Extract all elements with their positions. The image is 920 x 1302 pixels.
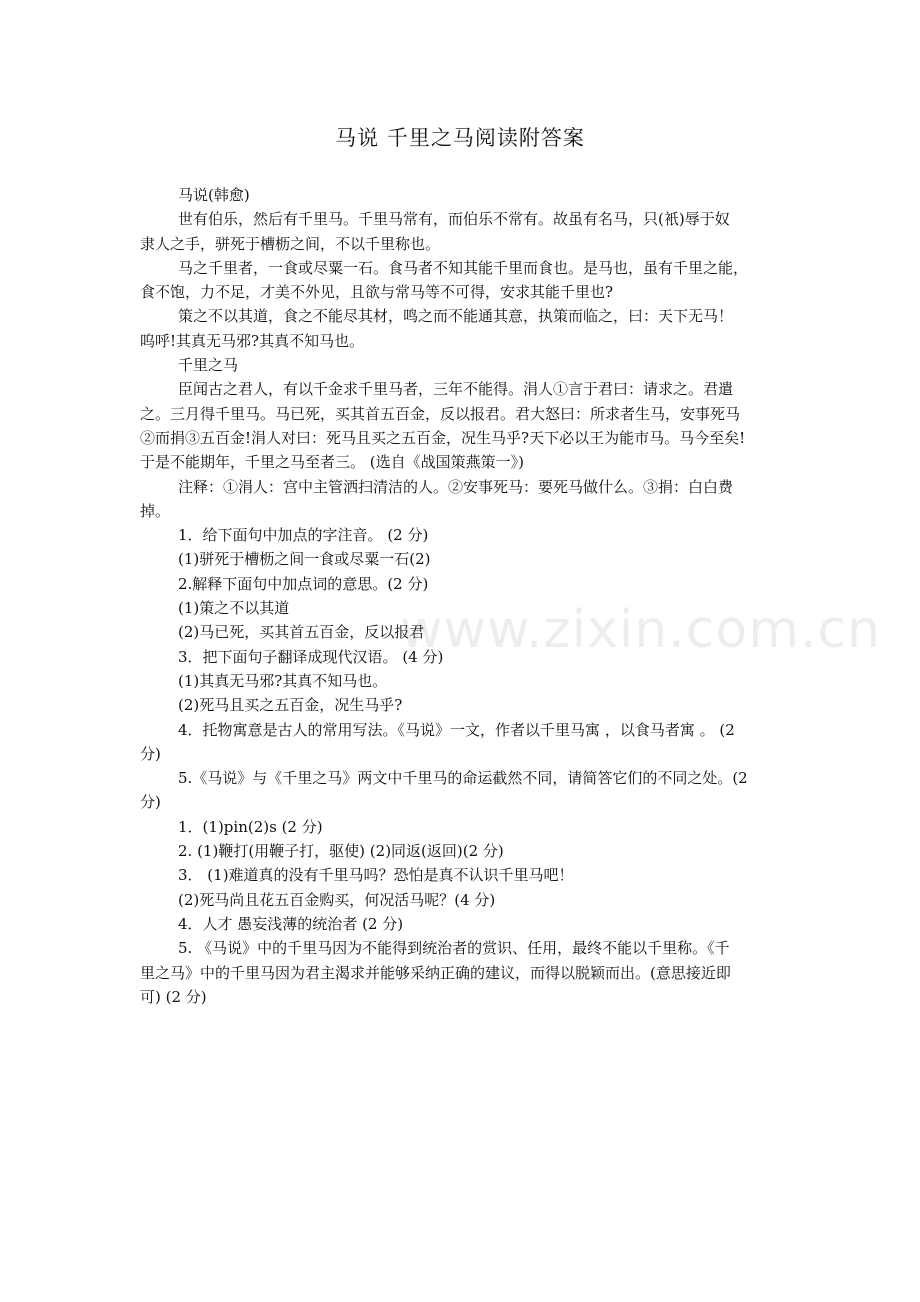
- text-line: (2)死马尚且花五百金购买，何况活马呢？(4 分): [178, 890, 496, 909]
- text-line: 千里之马: [178, 356, 239, 375]
- text-line: (1)策之不以其道: [178, 599, 290, 618]
- text-line: 1．给下面句中加点的字注音。 (2 分): [178, 526, 429, 545]
- text-line: 4．托物寓意是古人的常用写法。《马说》一文，作者以千里马寓 ，以食马者寓 。 (2: [178, 720, 735, 739]
- text-line: 可) (2 分): [140, 987, 207, 1006]
- text-line: 马之千里者，一食或尽粟一石。食马者不知其能千里而食也。是马也，虽有千里之能，: [178, 258, 749, 277]
- document-body: [140, 183, 790, 1009]
- text-line: ②而捐③五百金!涓人对曰：死马且买之五百金，况生马乎?天下必以王为能市马。马今至矣!: [140, 428, 746, 447]
- text-line: (2)死马且买之五百金，况生马乎?: [178, 696, 403, 715]
- text-line: 马说(韩愈): [178, 186, 250, 204]
- text-line: 掉。: [140, 501, 171, 520]
- text-line: (1)骈死于槽枥之间一食或尽粟一石(2): [178, 550, 431, 569]
- text-line: 3．把下面句子翻译成现代汉语。 (4 分): [178, 647, 444, 666]
- text-line: (2)马已死，买其首五百金，反以报君: [178, 623, 425, 642]
- text-line: 3． (1)难道真的没有千里马吗？恐怕是真不认识千里马吧！: [178, 866, 574, 885]
- text-line: 里之马》中的千里马因为君主渴求并能够采纳正确的建议，而得以脱颖而出。(意思接近即: [140, 963, 731, 982]
- text-line: 分): [140, 793, 161, 812]
- text-line: 于是不能期年，千里之马至者三。 (选自《战国策燕策一》): [140, 453, 524, 472]
- text-line: 世有伯乐，然后有千里马。千里马常有，而伯乐不常有。故虽有名马，只(衹)辱于奴: [178, 210, 730, 229]
- text-line: 1．(1)pin(2)s (2 分): [178, 817, 323, 836]
- text-line: (1)其真无马邪?其真不知马也。: [178, 671, 388, 690]
- document-title: 马说 千里之马阅读附答案: [335, 126, 585, 150]
- text-line: 分): [140, 744, 161, 763]
- text-line: 隶人之手，骈死于槽枥之间，不以千里称也。: [140, 234, 441, 253]
- text-line: 2.解释下面句中加点词的意思。(2 分): [178, 574, 429, 593]
- text-line: 5. 《马说》中的千里马因为不能得到统治者的赏识、任用，最终不能以千里称。《千: [178, 939, 730, 958]
- text-line: 食不饱，力不足，才美不外见，且欲与常马等不可得，安求其能千里也?: [140, 283, 614, 302]
- text-line: 臣闻古之君人，有以千金求千里马者，三年不能得。涓人①言于君曰：请求之。君遣: [178, 380, 734, 399]
- text-line: 策之不以其道，食之不能尽其材，鸣之而不能通其意，执策而临之，曰：天下无马！: [178, 307, 734, 326]
- text-line: 5.《马说》与《千里之马》两文中千里马的命运截然不同，请简答它们的不同之处。(2: [178, 769, 748, 788]
- text-line: 呜呼!其真无马邪?其真不知马也。: [140, 331, 365, 350]
- text-line: 2. (1)鞭打(用鞭子打，驱使) (2)同返(返回)(2 分): [178, 842, 504, 861]
- text-line: 注释：①涓人：宫中主管洒扫清洁的人。②安事死马：要死马做什么。③捐：白白费: [178, 477, 734, 496]
- watermark: www.zixin.com.cn: [400, 600, 881, 660]
- text-line: 之。三月得千里马。马已死，买其首五百金，反以报君。君大怒曰：所求者生马，安事死马: [140, 404, 741, 423]
- text-line: 4．人才 愚妄浅薄的统治者 (2 分): [178, 914, 404, 933]
